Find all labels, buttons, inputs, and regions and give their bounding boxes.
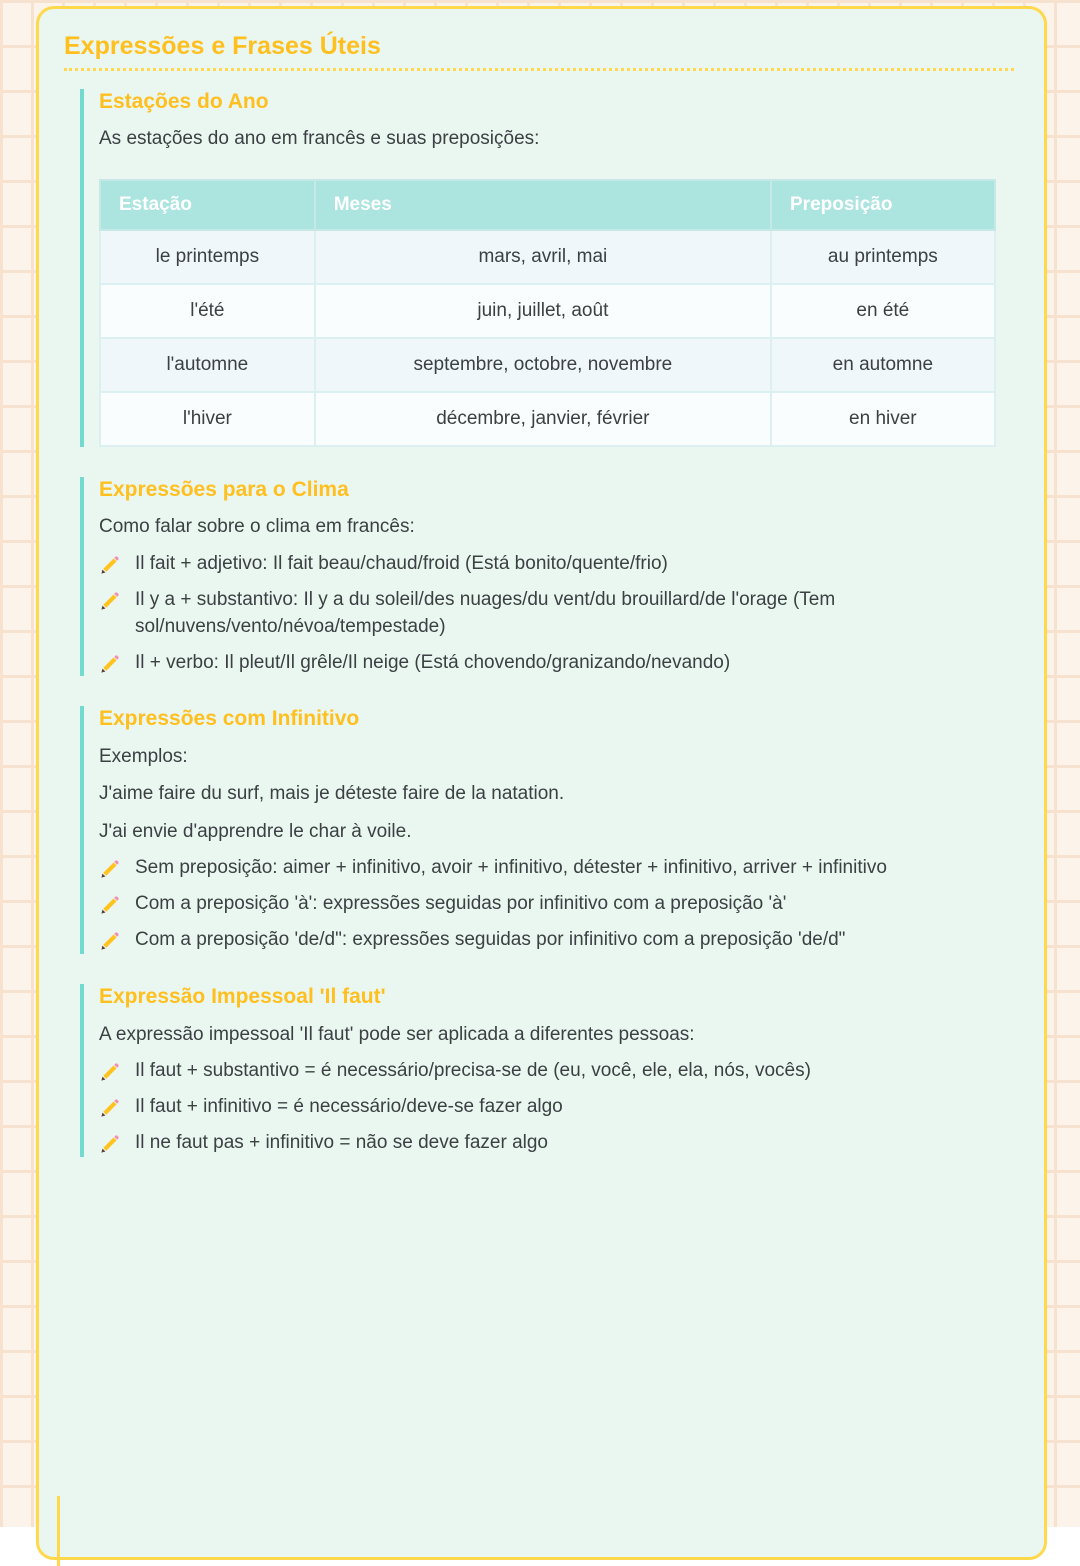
list-item-text: Com a preposição 'de/d": expressões seguidas por infinitivo com a preposição 'de/d" bbox=[135, 927, 845, 954]
seasons-table bbox=[99, 179, 996, 447]
table-row bbox=[100, 230, 995, 284]
list-item bbox=[99, 927, 1014, 954]
table-cell: juin, juillet, août bbox=[315, 284, 771, 338]
table-row bbox=[100, 284, 995, 338]
list-item bbox=[99, 551, 1014, 578]
section-heading: Expressões para o Clima bbox=[99, 477, 1014, 503]
page-title: Expressões e Frases Úteis bbox=[64, 31, 1014, 61]
paragraph: J'ai envie d'apprendre le char à voile. bbox=[99, 818, 1014, 846]
list-item bbox=[99, 1058, 1014, 1085]
table-row bbox=[100, 338, 995, 392]
table-header-row bbox=[100, 180, 995, 230]
paragraph: Como falar sobre o clima em francês: bbox=[99, 513, 1014, 541]
sections bbox=[64, 89, 1014, 1157]
list-item-text: Sem preposição: aimer + infinitivo, avoir + infinitivo, détester + infinitivo, arriver + infinitivo bbox=[135, 855, 887, 882]
list-item-text: Il ne faut pas + infinitivo = não se deve fazer algo bbox=[135, 1130, 548, 1157]
list-item bbox=[99, 587, 1014, 641]
list-item-text: Il faut + substantivo = é necessário/precisa-se de (eu, você, ele, ela, nós, vocês) bbox=[135, 1058, 811, 1085]
table-cell: en été bbox=[771, 284, 995, 338]
pencil-icon bbox=[99, 653, 121, 675]
section bbox=[80, 477, 1014, 677]
table-cell: l'automne bbox=[100, 338, 315, 392]
pencil-icon bbox=[99, 930, 121, 952]
section-heading: Expressões com Infinitivo bbox=[99, 706, 1014, 732]
paragraph: J'aime faire du surf, mais je déteste faire de la natation. bbox=[99, 780, 1014, 808]
pencil-icon bbox=[99, 1133, 121, 1155]
table-cell: l'été bbox=[100, 284, 315, 338]
table-cell: mars, avril, mai bbox=[315, 230, 771, 284]
section-heading: Expressão Impessoal 'Il faut' bbox=[99, 984, 1014, 1010]
list-item bbox=[99, 855, 1014, 882]
list-item-text: Il fait + adjetivo: Il fait beau/chaud/froid (Está bonito/quente/frio) bbox=[135, 551, 668, 578]
pencil-icon bbox=[99, 1097, 121, 1119]
table-cell: au printemps bbox=[771, 230, 995, 284]
table-cell: le printemps bbox=[100, 230, 315, 284]
list-item bbox=[99, 650, 1014, 677]
pencil-icon bbox=[99, 894, 121, 916]
section bbox=[80, 706, 1014, 954]
section-heading: Estações do Ano bbox=[99, 89, 1014, 115]
list-item bbox=[99, 891, 1014, 918]
table-head bbox=[100, 180, 995, 230]
pencil-icon bbox=[99, 590, 121, 612]
list-item-text: Il y a + substantivo: Il y a du soleil/des nuages/du vent/du brouillard/de l'orage (Tem sol/nuvens/vento/névoa/tempestade) bbox=[135, 587, 1014, 641]
table-cell: en hiver bbox=[771, 392, 995, 446]
table-body bbox=[100, 230, 995, 446]
list-item bbox=[99, 1094, 1014, 1121]
table-cell: en automne bbox=[771, 338, 995, 392]
table-header-cell: Meses bbox=[315, 180, 771, 230]
table-header-cell: Estação bbox=[100, 180, 315, 230]
title-divider bbox=[64, 68, 1014, 71]
section bbox=[80, 89, 1014, 447]
pencil-icon bbox=[99, 1061, 121, 1083]
list-item bbox=[99, 1130, 1014, 1157]
list-item-text: Il + verbo: Il pleut/Il grêle/Il neige (Está chovendo/granizando/nevando) bbox=[135, 650, 730, 677]
table-cell: septembre, octobre, novembre bbox=[315, 338, 771, 392]
table-cell: décembre, janvier, février bbox=[315, 392, 771, 446]
paragraph: As estações do ano em francês e suas preposições: bbox=[99, 125, 1014, 153]
notes-card bbox=[36, 6, 1047, 1560]
list-item-text: Com a preposição 'à': expressões seguidas por infinitivo com a preposição 'à' bbox=[135, 891, 786, 918]
table-cell: l'hiver bbox=[100, 392, 315, 446]
table-row bbox=[100, 392, 995, 446]
table-header-cell: Preposição bbox=[771, 180, 995, 230]
list-item-text: Il faut + infinitivo = é necessário/deve-se fazer algo bbox=[135, 1094, 563, 1121]
section bbox=[80, 984, 1014, 1157]
pencil-icon bbox=[99, 554, 121, 576]
next-card-border bbox=[57, 1496, 60, 1566]
paragraph: A expressão impessoal 'Il faut' pode ser aplicada a diferentes pessoas: bbox=[99, 1021, 1014, 1049]
paragraph: Exemplos: bbox=[99, 743, 1014, 771]
pencil-icon bbox=[99, 858, 121, 880]
